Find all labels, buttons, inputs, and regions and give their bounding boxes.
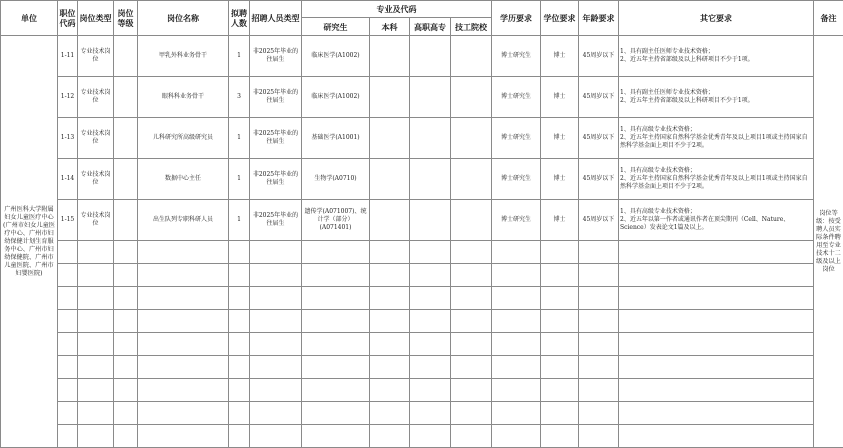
other-req-line: 2、近五年主持省部级及以上科研项目不少于1项。 — [620, 56, 812, 64]
position-name: 数据中心主任 — [138, 159, 229, 200]
position-name: 甲乳外科业务骨干 — [138, 36, 229, 77]
position-type: 专业技术岗位 — [78, 200, 114, 241]
recruit-type: 非2025年毕业的往届生 — [250, 36, 302, 77]
other-req-line: 1、具有高级专业技术资格； — [620, 208, 812, 216]
position-type: 专业技术岗位 — [78, 159, 114, 200]
empty-row — [1, 264, 843, 287]
position-type: 专业技术岗位 — [78, 118, 114, 159]
age-req: 45周岁以下 — [579, 36, 619, 77]
position-code: 1-12 — [58, 77, 78, 118]
degree-req: 博士 — [541, 36, 579, 77]
recruit-type: 非2025年毕业的往届生 — [250, 118, 302, 159]
table-row — [1, 159, 843, 200]
header-graduate: 研究生 — [302, 18, 370, 36]
position-level — [114, 200, 138, 241]
header-education: 学历要求 — [492, 1, 541, 36]
position-count: 1 — [229, 159, 250, 200]
table-row — [1, 77, 843, 118]
other-req-line: 1、具有副主任医师专业技术资格； — [620, 89, 812, 97]
position-type: 专业技术岗位 — [78, 36, 114, 77]
undergrad-major — [370, 118, 410, 159]
age-req: 45周岁以下 — [579, 118, 619, 159]
position-level — [114, 77, 138, 118]
education-req: 博士研究生 — [492, 118, 541, 159]
position-count: 1 — [229, 200, 250, 241]
degree-req: 博士 — [541, 159, 579, 200]
other-req — [619, 36, 814, 77]
position-code: 1-13 — [58, 118, 78, 159]
empty-row — [1, 379, 843, 402]
recruit-type: 非2025年毕业的往届生 — [250, 200, 302, 241]
header-count: 拟聘人数 — [229, 1, 250, 36]
empty-row — [1, 425, 843, 448]
education-req: 博士研究生 — [492, 77, 541, 118]
other-req — [619, 77, 814, 118]
unit-name-cell: 广州医科大学附属妇女儿童医疗中心(广州市妇女儿童医疗中心、广州市妇幼保健计划生育服务中心、广州市妇幼保健院、广州市儿童医院、广州市妇婴医院) — [1, 36, 58, 448]
position-count: 1 — [229, 36, 250, 77]
graduate-major: 遗传学(A071007)、统计学（部分）(A071401) — [302, 200, 370, 241]
header-technical: 技工院校 — [451, 18, 492, 36]
other-req — [619, 159, 814, 200]
table-row — [1, 200, 843, 241]
education-req: 博士研究生 — [492, 36, 541, 77]
technical-major — [451, 118, 492, 159]
position-level — [114, 159, 138, 200]
empty-row — [1, 402, 843, 425]
undergrad-major — [370, 200, 410, 241]
undergrad-major — [370, 77, 410, 118]
graduate-major: 临床医学(A1002) — [302, 36, 370, 77]
position-level — [114, 118, 138, 159]
education-req: 博士研究生 — [492, 159, 541, 200]
table-row — [1, 118, 843, 159]
header-level: 岗位等级 — [114, 1, 138, 36]
position-name: 儿科研究所高级研究员 — [138, 118, 229, 159]
recruit-type: 非2025年毕业的往届生 — [250, 159, 302, 200]
other-req-line: 1、具有高级专业技术资格； — [620, 167, 812, 175]
header-other: 其它要求 — [619, 1, 814, 36]
degree-req: 博士 — [541, 200, 579, 241]
vocational-major — [410, 77, 451, 118]
undergrad-major — [370, 36, 410, 77]
vocational-major — [410, 118, 451, 159]
header-undergrad: 本科 — [370, 18, 410, 36]
other-req — [619, 200, 814, 241]
position-code: 1-11 — [58, 36, 78, 77]
other-req — [619, 118, 814, 159]
degree-req: 博士 — [541, 77, 579, 118]
header-major-group: 专业及代码 — [302, 1, 492, 18]
header-code: 职位代码 — [58, 1, 78, 36]
empty-row — [1, 333, 843, 356]
header-recruit-type: 招聘人员类型 — [250, 1, 302, 36]
empty-row — [1, 310, 843, 333]
position-code: 1-14 — [58, 159, 78, 200]
graduate-major: 生物学(A0710) — [302, 159, 370, 200]
vocational-major — [410, 36, 451, 77]
recruit-type: 非2025年毕业的往届生 — [250, 77, 302, 118]
education-req: 博士研究生 — [492, 200, 541, 241]
header-unit: 单位 — [1, 1, 58, 36]
header-type: 岗位类型 — [78, 1, 114, 36]
vocational-major — [410, 200, 451, 241]
position-count: 1 — [229, 118, 250, 159]
technical-major — [451, 200, 492, 241]
graduate-major: 基础医学(A1001) — [302, 118, 370, 159]
remarks-cell: 岗位等级：按受聘人员实际条件聘用至专业技术十二级及以上岗位 — [814, 36, 843, 448]
position-level — [114, 36, 138, 77]
other-req-line: 2、近五年以第一作者或通讯作者在顶尖期刊（Cell、Nature、Science）发表论文1篇及以上。 — [620, 216, 812, 232]
degree-req: 博士 — [541, 118, 579, 159]
graduate-major: 临床医学(A1002) — [302, 77, 370, 118]
position-name: 出生队列专职科研人员 — [138, 200, 229, 241]
position-type: 专业技术岗位 — [78, 77, 114, 118]
header-remarks: 备注 — [814, 1, 843, 36]
header-vocational: 高职高专 — [410, 18, 451, 36]
position-count: 3 — [229, 77, 250, 118]
other-req-line: 2、近五年主持国家自然科学基金优秀青年及以上项目1项或主持国家自然科学基金面上项目不少于2项。 — [620, 134, 812, 150]
vocational-major — [410, 159, 451, 200]
technical-major — [451, 77, 492, 118]
empty-row — [1, 287, 843, 310]
position-name: 眼科科业务骨干 — [138, 77, 229, 118]
technical-major — [451, 159, 492, 200]
header-age: 年龄要求 — [579, 1, 619, 36]
header-name: 岗位名称 — [138, 1, 229, 36]
empty-row — [1, 241, 843, 264]
other-req-line: 2、近五年主持国家自然科学基金优秀青年及以上项目1项或主持国家自然科学基金面上项目不少于2项。 — [620, 175, 812, 191]
undergrad-major — [370, 159, 410, 200]
age-req: 45周岁以下 — [579, 77, 619, 118]
other-req-line: 1、具有副主任医师专业技术资格； — [620, 48, 812, 56]
header-degree: 学位要求 — [541, 1, 579, 36]
empty-row — [1, 356, 843, 379]
technical-major — [451, 36, 492, 77]
table-row — [1, 36, 843, 77]
other-req-line: 2、近五年主持省部级及以上科研项目不少于1项。 — [620, 97, 812, 105]
other-req-line: 1、具有高级专业技术资格； — [620, 126, 812, 134]
age-req: 45周岁以下 — [579, 200, 619, 241]
age-req: 45周岁以下 — [579, 159, 619, 200]
position-code: 1-15 — [58, 200, 78, 241]
